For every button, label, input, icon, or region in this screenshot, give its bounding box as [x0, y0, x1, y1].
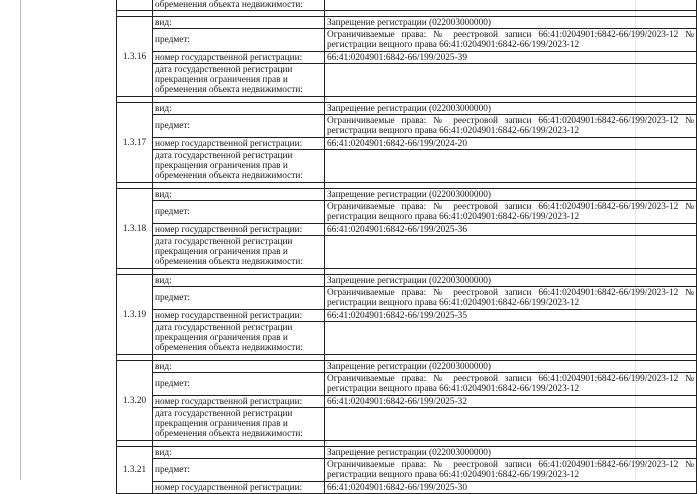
entry-number: 1.3.16: [117, 17, 153, 97]
registration-number-label: номер государственной регистрации:: [153, 52, 325, 64]
termination-date-label: дата государственной регистрации прекращения ограничения прав и обременения объекта недвижимости:: [153, 150, 325, 183]
termination-date-value: [325, 322, 697, 355]
subject-value: Ограничиваемые права: № реестровой записи 66:41:0204901:6842-66/199/2023-12 № регистрации вещного права 66:41:0204901:6842-66/199/2023-12: [325, 459, 697, 482]
registration-number-label: номер государственной регистрации:: [153, 224, 325, 236]
subject-value: Ограничиваемые права: № реестровой записи 66:41:0204901:6842-66/199/2023-12 № регистрации вещного права 66:41:0204901:6842-66/199/2023-12: [325, 115, 697, 138]
type-label: вид:: [153, 275, 325, 287]
table-row: [117, 236, 697, 269]
registration-number-value: 66:41:0204901:6842-66/199/2025-32: [325, 396, 697, 408]
subject-value: Ограничиваемые права: № реестровой записи 66:41:0204901:6842-66/199/2023-12 № регистрации вещного права 66:41:0204901:6842-66/199/2023-12: [325, 201, 697, 224]
table-row: [117, 0, 697, 11]
subject-label: предмет:: [153, 115, 325, 138]
table-row: [117, 29, 697, 52]
table-row: [117, 361, 697, 373]
table-row: [117, 275, 697, 287]
termination-date-label: дата государственной регистрации прекращения ограничения прав и обременения объекта недвижимости:: [153, 322, 325, 355]
table-row: [117, 52, 697, 64]
table-row: [117, 224, 697, 236]
entry-number-cell: [117, 0, 153, 11]
table-row: [117, 396, 697, 408]
termination-date-value: [325, 236, 697, 269]
termination-date-label: обременения объекта недвижимости:: [153, 0, 325, 11]
table-row: [117, 459, 697, 482]
subject-value: Ограничиваемые права: № реестровой записи 66:41:0204901:6842-66/199/2023-12 № регистрации вещного права 66:41:0204901:6842-66/199/2023-12: [325, 373, 697, 396]
registration-number-label: номер государственной регистрации:: [153, 310, 325, 322]
termination-date-value: [325, 64, 697, 97]
subject-value: Ограничиваемые права: № реестровой записи 66:41:0204901:6842-66/199/2023-12 № регистрации вещного права 66:41:0204901:6842-66/199/2023-12: [325, 29, 697, 52]
table-row: [117, 447, 697, 459]
table-row: [117, 201, 697, 224]
table-row: [117, 138, 697, 150]
type-value: Запрещение регистрации (022003000000): [325, 447, 697, 459]
termination-date-value: [325, 408, 697, 441]
table-row: [117, 150, 697, 183]
type-value: Запрещение регистрации (022003000000): [325, 361, 697, 373]
table-row: [117, 373, 697, 396]
subject-label: предмет:: [153, 287, 325, 310]
table-row: [117, 64, 697, 97]
table-row: [117, 287, 697, 310]
termination-date-value: [325, 150, 697, 183]
subject-label: предмет:: [153, 29, 325, 52]
subject-label: предмет:: [153, 459, 325, 482]
entry-number: 1.3.21: [117, 447, 153, 494]
type-label: вид:: [153, 447, 325, 459]
type-label: вид:: [153, 189, 325, 201]
registration-number-value: 66:41:0204901:6842-66/199/2025-35: [325, 310, 697, 322]
encumbrance-table: [116, 0, 697, 494]
table-row: [117, 115, 697, 138]
type-value: Запрещение регистрации (022003000000): [325, 275, 697, 287]
registration-number-label: номер государственной регистрации:: [153, 138, 325, 150]
registration-number-value: 66:41:0204901:6842-66/199/2025-30: [325, 482, 697, 494]
termination-date-value: [325, 0, 697, 11]
type-value: Запрещение регистрации (022003000000): [325, 103, 697, 115]
entry-number: 1.3.19: [117, 275, 153, 355]
entry-number: 1.3.20: [117, 361, 153, 441]
type-label: вид:: [153, 17, 325, 29]
termination-date-label: дата государственной регистрации прекращения ограничения прав и обременения объекта недвижимости:: [153, 408, 325, 441]
registration-number-label: номер государственной регистрации:: [153, 396, 325, 408]
table-row: [117, 189, 697, 201]
table-row: [117, 408, 697, 441]
type-value: Запрещение регистрации (022003000000): [325, 17, 697, 29]
type-label: вид:: [153, 103, 325, 115]
subject-value: Ограничиваемые права: № реестровой записи 66:41:0204901:6842-66/199/2023-12 № регистрации вещного права 66:41:0204901:6842-66/199/2023-12: [325, 287, 697, 310]
termination-date-label: дата государственной регистрации прекращения ограничения прав и обременения объекта недвижимости:: [153, 236, 325, 269]
registration-number-value: 66:41:0204901:6842-66/199/2025-36: [325, 224, 697, 236]
registration-number-label: номер государственной регистрации:: [153, 482, 325, 494]
termination-date-label: дата государственной регистрации прекращения ограничения прав и обременения объекта недвижимости:: [153, 64, 325, 97]
registration-number-value: 66:41:0204901:6842-66/199/2024-20: [325, 138, 697, 150]
entry-number: 1.3.17: [117, 103, 153, 183]
subject-label: предмет:: [153, 373, 325, 396]
registration-number-value: 66:41:0204901:6842-66/199/2025-39: [325, 52, 697, 64]
page-edge-line: [20, 0, 21, 480]
type-value: Запрещение регистрации (022003000000): [325, 189, 697, 201]
table-row: [117, 482, 697, 494]
type-label: вид:: [153, 361, 325, 373]
table-row: [117, 103, 697, 115]
table-row: [117, 17, 697, 29]
entry-number: 1.3.18: [117, 189, 153, 269]
table-row: [117, 322, 697, 355]
table-row: [117, 310, 697, 322]
subject-label: предмет:: [153, 201, 325, 224]
